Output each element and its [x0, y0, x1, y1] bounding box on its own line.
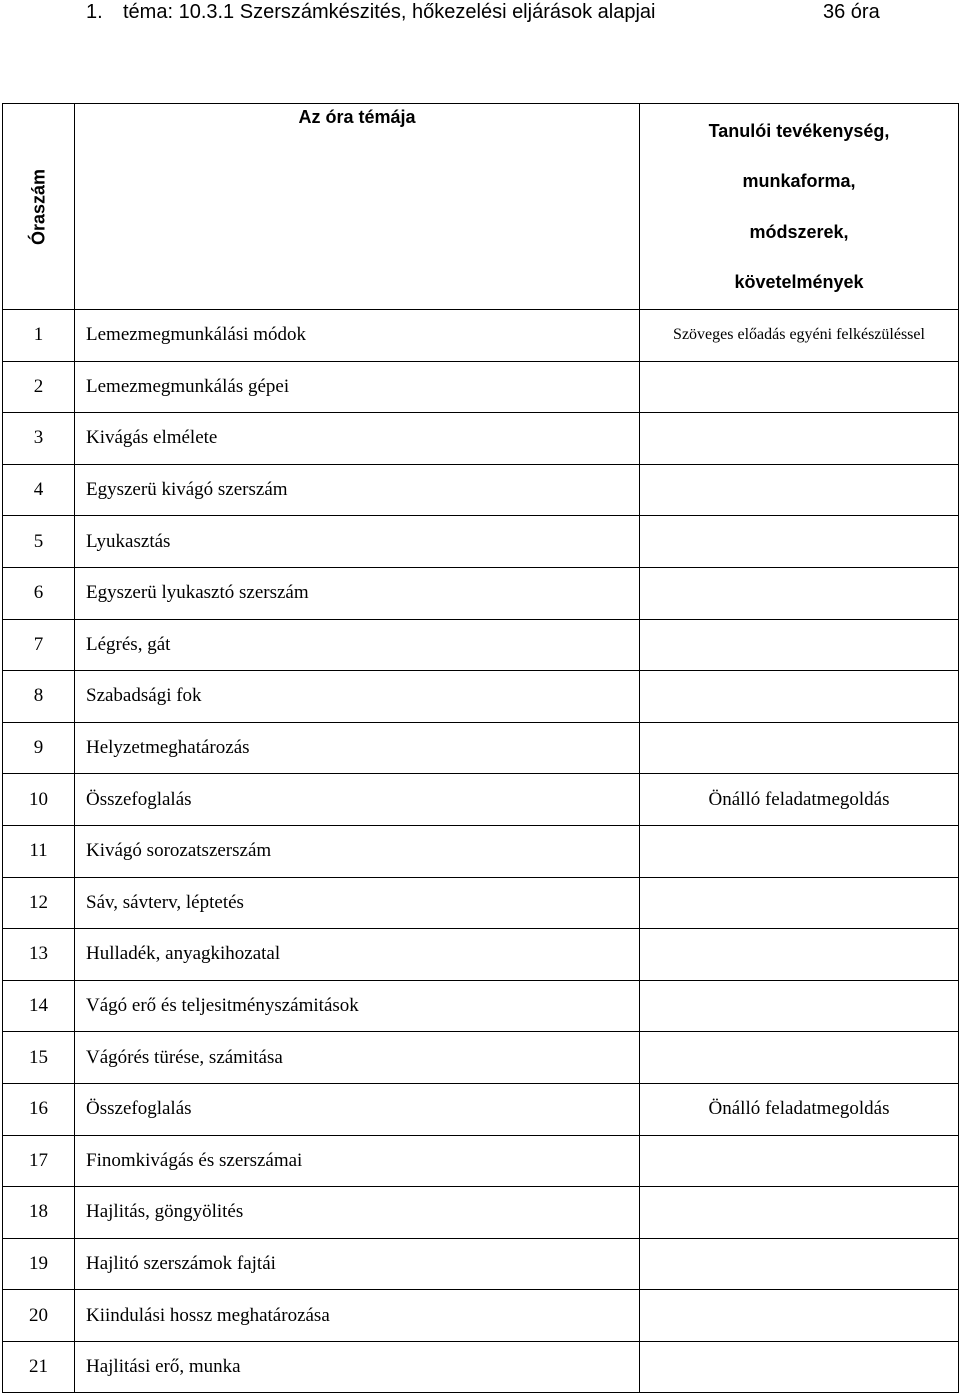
row-number: 1 — [3, 310, 75, 362]
row-topic: Kivágó sorozatszerszám — [75, 825, 640, 877]
table-row — [3, 774, 959, 826]
row-activity: Önálló feladatmegoldás — [640, 774, 959, 826]
row-activity — [640, 1032, 959, 1084]
row-topic: Vágórés türése, számitása — [75, 1032, 640, 1084]
row-topic: Hajlitás, göngyölités — [75, 1187, 640, 1239]
row-topic: Lyukasztás — [75, 516, 640, 568]
header-activity-line: munkaforma, — [742, 171, 856, 191]
row-number: 2 — [3, 361, 75, 413]
row-activity — [640, 464, 959, 516]
lesson-plan-table — [2, 103, 959, 1393]
table-row — [3, 1135, 959, 1187]
row-activity — [640, 361, 959, 413]
table-row — [3, 619, 959, 671]
row-number: 3 — [3, 413, 75, 465]
row-activity: Önálló feladatmegoldás — [640, 1083, 959, 1135]
row-topic: Egyszerü lyukasztó szerszám — [75, 567, 640, 619]
table-row — [3, 671, 959, 723]
row-number: 17 — [3, 1135, 75, 1187]
row-activity: Szöveges előadás egyéni felkészüléssel — [640, 310, 959, 362]
row-topic: Kiindulási hossz meghatározása — [75, 1290, 640, 1342]
row-number: 12 — [3, 877, 75, 929]
row-number: 18 — [3, 1187, 75, 1239]
row-topic: Összefoglalás — [75, 774, 640, 826]
table-row — [3, 1238, 959, 1290]
header-activity-line: Tanulói tevékenység, — [708, 120, 890, 141]
row-topic: Hajlitó szerszámok fajtái — [75, 1238, 640, 1290]
header-activity-line: módszerek, — [749, 221, 849, 242]
topic-title: téma: 10.3.1 Szerszámkészités, hőkezelési eljárások alapjai — [123, 1, 656, 23]
topic-hours: 36 óra — [823, 1, 880, 23]
row-number: 10 — [3, 774, 75, 826]
table-row — [3, 1341, 959, 1393]
table-row — [3, 877, 959, 929]
row-activity — [640, 980, 959, 1032]
row-topic: Lemezmegmunkálás gépei — [75, 361, 640, 413]
row-number: 16 — [3, 1083, 75, 1135]
row-number: 4 — [3, 464, 75, 516]
row-number: 8 — [3, 671, 75, 723]
row-topic: Lemezmegmunkálási módok — [75, 310, 640, 362]
row-activity — [640, 1341, 959, 1393]
row-number: 21 — [3, 1341, 75, 1393]
row-activity — [640, 1238, 959, 1290]
topic-number: 1. — [86, 1, 103, 23]
row-activity — [640, 1290, 959, 1342]
row-activity — [640, 825, 959, 877]
header-topic: Az óra témája — [75, 104, 640, 310]
row-activity — [640, 619, 959, 671]
table-row — [3, 567, 959, 619]
row-number: 13 — [3, 929, 75, 981]
header-hours-label: Óraszám — [28, 168, 48, 245]
table-row — [3, 1032, 959, 1084]
row-number: 20 — [3, 1290, 75, 1342]
row-topic: Szabadsági fok — [75, 671, 640, 723]
row-number: 11 — [3, 825, 75, 877]
table-row — [3, 1187, 959, 1239]
row-activity — [640, 671, 959, 723]
row-activity — [640, 1187, 959, 1239]
table-row — [3, 361, 959, 413]
table-row — [3, 1083, 959, 1135]
row-topic: Légrés, gát — [75, 619, 640, 671]
table-row — [3, 722, 959, 774]
row-number: 15 — [3, 1032, 75, 1084]
table-row — [3, 413, 959, 465]
table-row — [3, 516, 959, 568]
row-number: 6 — [3, 567, 75, 619]
row-topic: Hulladék, anyagkihozatal — [75, 929, 640, 981]
table-row — [3, 980, 959, 1032]
row-topic: Összefoglalás — [75, 1083, 640, 1135]
row-topic: Vágó erő és teljesitményszámitások — [75, 980, 640, 1032]
table-row — [3, 464, 959, 516]
row-topic: Hajlitási erő, munka — [75, 1341, 640, 1393]
header-activity-line: követelmények — [734, 272, 864, 292]
header-activity — [640, 104, 959, 310]
table-header-row — [3, 104, 959, 310]
row-activity — [640, 413, 959, 465]
header-hours — [3, 104, 75, 310]
table-row — [3, 929, 959, 981]
page-heading — [0, 0, 960, 30]
table-row — [3, 825, 959, 877]
row-number: 7 — [3, 619, 75, 671]
row-number: 19 — [3, 1238, 75, 1290]
row-topic: Finomkivágás és szerszámai — [75, 1135, 640, 1187]
row-number: 9 — [3, 722, 75, 774]
row-topic: Helyzetmeghatározás — [75, 722, 640, 774]
row-topic: Egyszerü kivágó szerszám — [75, 464, 640, 516]
row-topic: Kivágás elmélete — [75, 413, 640, 465]
row-activity — [640, 877, 959, 929]
row-activity — [640, 567, 959, 619]
row-topic: Sáv, sávterv, léptetés — [75, 877, 640, 929]
table-row — [3, 1290, 959, 1342]
row-number: 5 — [3, 516, 75, 568]
row-activity — [640, 1135, 959, 1187]
row-activity — [640, 516, 959, 568]
table-row — [3, 310, 959, 362]
row-number: 14 — [3, 980, 75, 1032]
row-activity — [640, 929, 959, 981]
row-activity — [640, 722, 959, 774]
